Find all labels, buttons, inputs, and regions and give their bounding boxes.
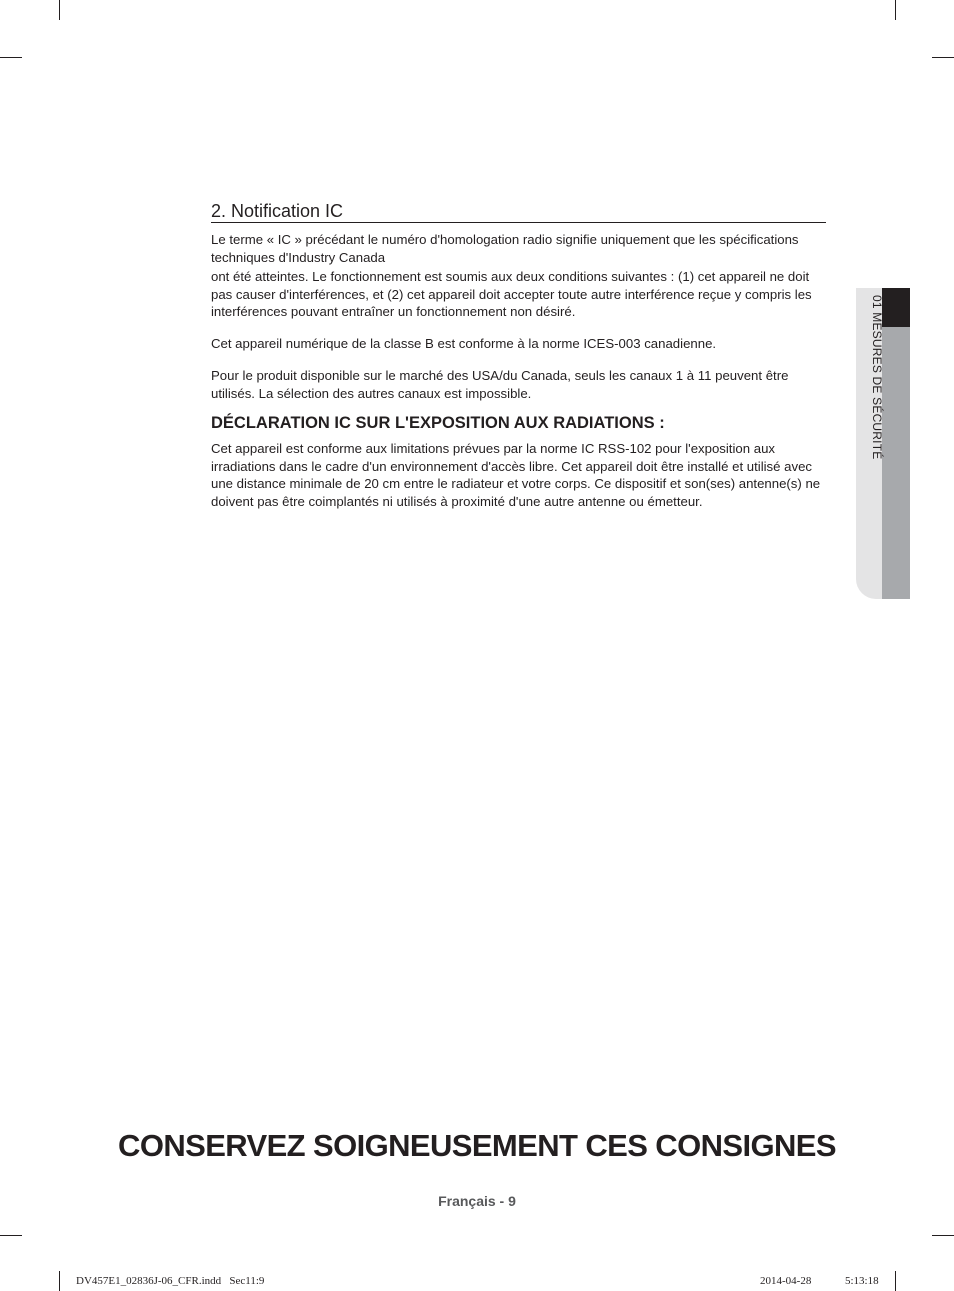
crop-mark: [0, 1235, 22, 1236]
radiation-paragraph: Cet appareil est conforme aux limitations prévues par la norme IC RSS-102 pour l'exposition aux irradiations dans le cadre d'un environnement d'accès libre. Cet appareil doit être installé et utilisé avec une distance minimale de 20 cm entre le radiateur et votre corps. Ce dispositif et son(ses) antenne(s) ne doivent pas être coimplantés ni utilisés à proximité d'une autre antenne ou émetteur.: [211, 441, 821, 509]
side-tab-strip: [882, 288, 910, 599]
paragraph: Pour le produit disponible sur le marché des USA/du Canada, seuls les canaux 1 à 11 peuvent être utilisés. La sélection des autres canaux est impossible.: [211, 368, 789, 401]
crop-mark: [59, 1271, 60, 1291]
crop-mark: [895, 1271, 896, 1291]
paragraph: Le terme « IC » précédant le numéro d'homologation radio signifie uniquement que les spécifications techniques d'Industry Canada: [211, 232, 799, 265]
paragraph: Cet appareil numérique de la classe B est conforme à la norme ICES-003 canadienne.: [211, 336, 717, 351]
slug-date: 2014-04-28: [760, 1275, 812, 1287]
side-tab-label: 01 MESURES DE SÉCURITÉ: [870, 295, 884, 460]
crop-mark: [59, 0, 60, 20]
crop-mark: [932, 57, 954, 58]
footer-title: CONSERVEZ SOIGNEUSEMENT CES CONSIGNES: [118, 1128, 836, 1163]
section-title: 2. Notification IC: [211, 200, 826, 223]
crop-mark: [895, 0, 896, 20]
crop-mark: [0, 57, 22, 58]
side-tab-marker: [882, 288, 910, 327]
page-number: Français - 9: [438, 1193, 516, 1209]
crop-mark: [932, 1235, 954, 1236]
paragraph: ont été atteintes. Le fonctionnement est soumis aux deux conditions suivantes : (1) cet appareil ne doit pas causer d'interférences, et (2) cet appareil doit accepter toute autre interférence reçue y compris les interférences pouvant entraîner un fonctionnement non désiré.: [211, 269, 812, 319]
slug-time: 5:13:18: [845, 1275, 879, 1287]
radiation-heading: DÉCLARATION IC SUR L'EXPOSITION AUX RADIATIONS :: [211, 414, 665, 432]
slug-filename: DV457E1_02836J-06_CFR.indd Sec11:9: [76, 1275, 265, 1287]
